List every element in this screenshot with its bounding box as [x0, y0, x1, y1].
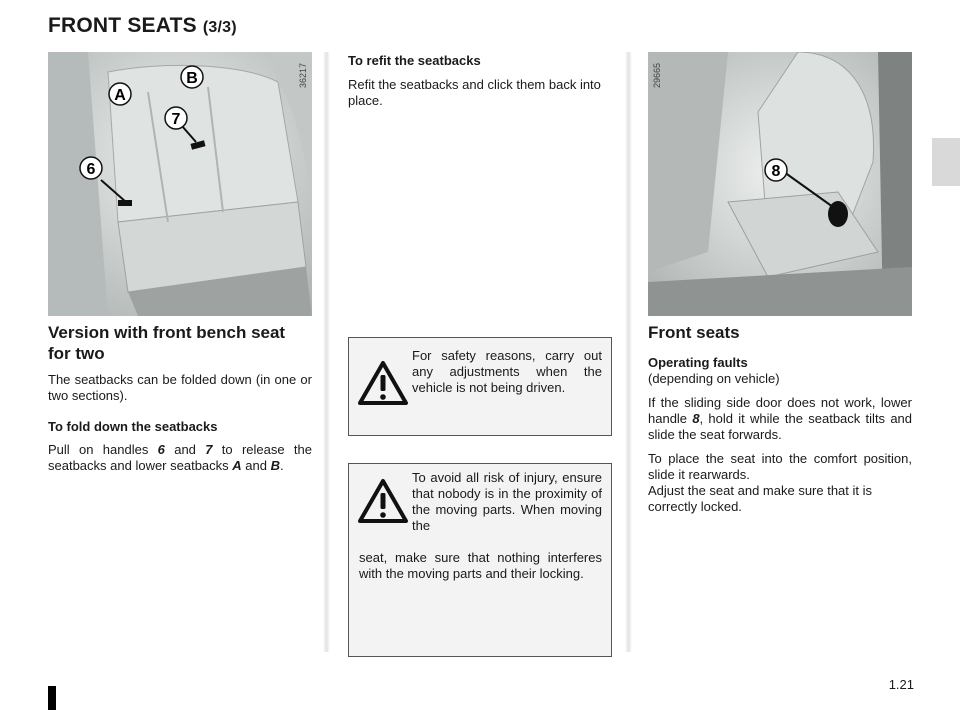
- injury-warning-text-bottom: seat, make sure that nothing interferes with the moving parts and their locking.: [359, 550, 602, 581]
- bench-seat-heading: Version with front bench seat for two: [48, 323, 286, 363]
- column-divider-right: [625, 52, 632, 652]
- section-tab: [932, 138, 960, 186]
- callout-6: 6: [86, 161, 96, 178]
- page-title: FRONT SEATS (3/3): [48, 14, 237, 37]
- comfort-position-instructions: To place the seat into the comfort position, slide it rearwards.: [648, 451, 912, 482]
- callout-8: 8: [771, 163, 781, 180]
- injury-warning-box: [348, 463, 612, 657]
- callout-b: B: [186, 70, 198, 87]
- callout-a: A: [114, 87, 126, 104]
- front-seats-heading: Front seats: [648, 323, 740, 342]
- fold-instructions: Pull on handles 6 and 7 to release the seatbacks and lower seatbacks A and B.: [48, 442, 312, 473]
- warning-triangle-icon: [357, 478, 409, 524]
- title-part: (3/3): [202, 19, 237, 36]
- corner-mark: [48, 686, 56, 710]
- safety-warning-box: [348, 337, 612, 436]
- left-text-column: [48, 322, 312, 474]
- fold-heading: To fold down the seatbacks: [48, 419, 218, 434]
- operating-faults-heading: Operating faults: [648, 355, 748, 370]
- warning-triangle-icon: [357, 360, 409, 406]
- injury-warning-text-top: To avoid all risk of injury, ensure that nobody is in the proximity of the moving parts. When moving the: [412, 470, 602, 533]
- refit-instructions: Refit the seatbacks and click them back into place.: [348, 77, 601, 108]
- middle-text-column: [348, 52, 612, 109]
- safety-warning-text: For safety reasons, carry out any adjustments when the vehicle is not being driven.: [412, 348, 602, 395]
- photo-ref-right: 29665: [652, 62, 662, 88]
- lock-instructions: Adjust the seat and make sure that it is correctly locked.: [648, 483, 873, 514]
- front-seat-photo: [648, 52, 912, 316]
- right-text-column: [648, 322, 912, 515]
- photo-ref-left: 36217: [298, 62, 308, 88]
- refit-heading: To refit the seatbacks: [348, 53, 481, 68]
- column-divider-left: [323, 52, 330, 652]
- page-number: 1.21: [888, 677, 914, 692]
- sliding-door-instructions: If the sliding side door does not work, lower handle 8, hold it while the seatback tilts and slide the seat forwards.: [648, 395, 913, 442]
- callout-7: 7: [171, 111, 181, 128]
- operating-faults-note: (depending on vehicle): [648, 371, 780, 386]
- bench-seat-photo: [48, 52, 312, 316]
- bench-intro: The seatbacks can be folded down (in one or two sections).: [48, 372, 312, 403]
